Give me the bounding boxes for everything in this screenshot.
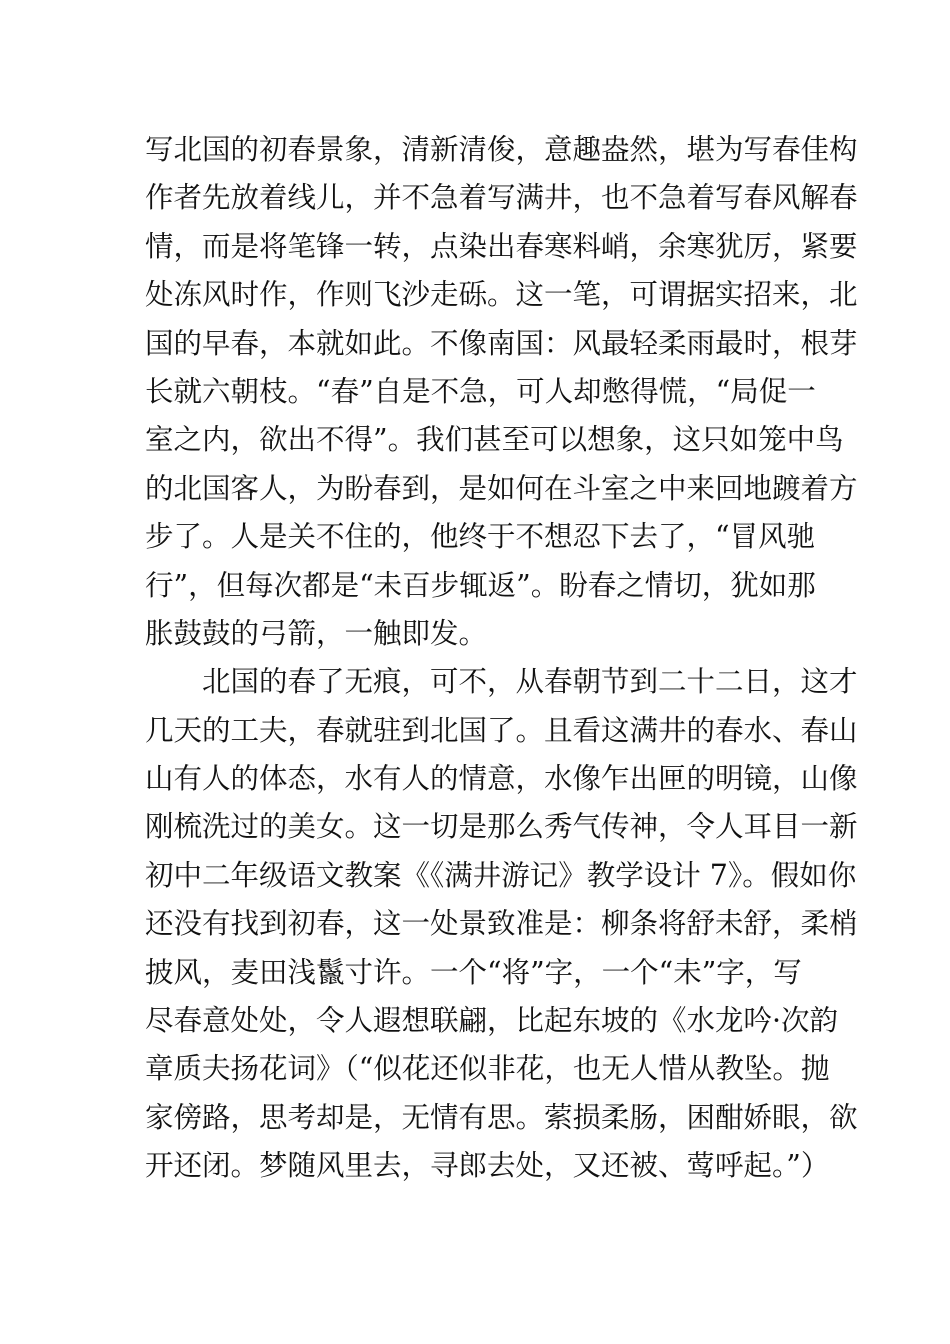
text-line: 长就六朝枝。“春”自是不急，可人却憋得慌，“局促一 [145, 374, 816, 408]
text-line: 章质夫扬花词》（“似花还似非花，也无人惜从教坠。抛 [145, 1052, 830, 1086]
text-line: 几天的工夫，春就驻到北国了。且看这满井的春水、春山 [145, 713, 858, 747]
text-line: 还没有找到初春，这一处景致准是：柳条将舒未舒，柔梢 [145, 907, 858, 941]
paragraph-1 [145, 126, 858, 658]
text-line: 国的早春，本就如此。不像南国：风最轻柔雨最时，根芽 [145, 326, 858, 360]
text-line: 胀鼓鼓的弓箭，一触即发。 [145, 616, 488, 650]
text-line: 室之内，欲出不得”。我们甚至可以想象，这只如笼中鸟 [145, 423, 844, 457]
text-line: 开还闭。梦随风里去，寻郎去处，又还被、莺呼起。”） [145, 1149, 830, 1183]
text-line: 作者先放着线儿，并不急着写满井，也不急着写春风解春 [145, 181, 858, 215]
body-text [145, 126, 858, 1191]
text-line: 处冻风时作，作则飞沙走砾。这一笔，可谓据实招来，北 [145, 278, 858, 312]
paragraph-2 [145, 658, 858, 1190]
text-line-indented: 北国的春了无痕，可不，从春朝节到二十二日，这才 [202, 665, 858, 699]
text-line: 刚梳洗过的美女。这一切是那么秀气传神，令人耳目一新 [145, 810, 858, 844]
text-line: 步了。人是关不住的，他终于不想忍下去了，“冒风驰 [145, 520, 816, 554]
text-line: 山有人的体态，水有人的情意，水像乍出匣的明镜，山像 [145, 762, 858, 796]
text-line: 家傍路，思考却是，无情有思。萦损柔肠，困酣娇眼，欲 [145, 1100, 858, 1134]
text-line: 行”，但每次都是“未百步辄返”。盼春之情切，犹如那 [145, 568, 816, 602]
text-line: 的北国客人，为盼春到，是如何在斗室之中来回地踱着方 [145, 471, 858, 505]
text-line: 初中二年级语文教案《《满井游记》教学设计 7》。假如你 [145, 858, 857, 892]
text-line: 尽春意处处，令人遐想联翩，比起东坡的《水龙吟·次韵 [145, 1004, 839, 1038]
text-line: 写北国的初春景象，清新清俊，意趣盎然，堪为写春佳构 [145, 133, 858, 166]
text-line: 情，而是将笔锋一转，点染出春寒料峭，余寒犹厉，紧要 [145, 229, 858, 263]
text-line: 披风，麦田浅鬣寸许。一个“将”字，一个“未”字，写 [145, 955, 802, 989]
